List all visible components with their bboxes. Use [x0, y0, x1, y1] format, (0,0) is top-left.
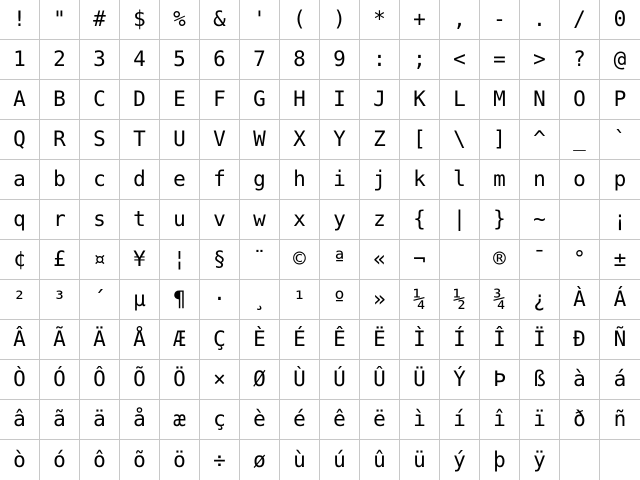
glyph-cell[interactable]: \ — [440, 120, 480, 160]
glyph-cell[interactable]: V — [200, 120, 240, 160]
glyph-cell[interactable]: å — [120, 400, 160, 440]
glyph-cell[interactable]: à — [560, 360, 600, 400]
glyph-cell[interactable]: l — [440, 160, 480, 200]
glyph-cell[interactable]: L — [440, 80, 480, 120]
glyph-cell[interactable] — [440, 240, 480, 280]
glyph-cell[interactable]: D — [120, 80, 160, 120]
glyph-cell[interactable]: È — [240, 320, 280, 360]
glyph-cell[interactable]: ä — [80, 400, 120, 440]
glyph-cell[interactable]: Ç — [200, 320, 240, 360]
glyph-cell[interactable]: ÿ — [520, 440, 560, 480]
glyph-cell[interactable]: 5 — [160, 40, 200, 80]
glyph-cell[interactable]: § — [200, 240, 240, 280]
glyph-cell[interactable]: 7 — [240, 40, 280, 80]
glyph-cell[interactable]: d — [120, 160, 160, 200]
glyph-cell[interactable]: X — [280, 120, 320, 160]
glyph-cell[interactable]: Â — [0, 320, 40, 360]
glyph-cell[interactable]: * — [360, 0, 400, 40]
glyph-cell[interactable]: } — [480, 200, 520, 240]
glyph-cell[interactable]: I — [320, 80, 360, 120]
glyph-cell[interactable]: ] — [480, 120, 520, 160]
glyph-cell[interactable]: f — [200, 160, 240, 200]
glyph-cell[interactable]: F — [200, 80, 240, 120]
glyph-cell[interactable]: Ê — [320, 320, 360, 360]
glyph-cell[interactable]: ° — [560, 240, 600, 280]
glyph-cell[interactable]: $ — [120, 0, 160, 40]
glyph-cell[interactable]: 4 — [120, 40, 160, 80]
glyph-cell[interactable]: æ — [160, 400, 200, 440]
glyph-cell[interactable]: g — [240, 160, 280, 200]
glyph-cell[interactable]: : — [360, 40, 400, 80]
glyph-cell[interactable]: < — [440, 40, 480, 80]
glyph-cell[interactable]: Á — [600, 280, 640, 320]
glyph-cell[interactable]: Û — [360, 360, 400, 400]
glyph-cell[interactable]: W — [240, 120, 280, 160]
glyph-cell[interactable]: ½ — [440, 280, 480, 320]
glyph-cell[interactable]: = — [480, 40, 520, 80]
glyph-cell[interactable]: ´ — [80, 280, 120, 320]
glyph-cell[interactable]: · — [200, 280, 240, 320]
glyph-cell[interactable]: ! — [0, 0, 40, 40]
glyph-cell[interactable]: ¤ — [80, 240, 120, 280]
glyph-cell[interactable]: ± — [600, 240, 640, 280]
glyph-cell[interactable]: Í — [440, 320, 480, 360]
glyph-cell[interactable]: ø — [240, 440, 280, 480]
glyph-cell[interactable]: Ú — [320, 360, 360, 400]
glyph-cell[interactable]: ® — [480, 240, 520, 280]
glyph-cell[interactable]: Ò — [0, 360, 40, 400]
glyph-cell[interactable]: â — [0, 400, 40, 440]
glyph-cell[interactable]: À — [560, 280, 600, 320]
glyph-cell[interactable]: ì — [400, 400, 440, 440]
glyph-cell[interactable]: ; — [400, 40, 440, 80]
glyph-cell[interactable]: ó — [40, 440, 80, 480]
glyph-cell[interactable]: û — [360, 440, 400, 480]
glyph-cell[interactable]: ¾ — [480, 280, 520, 320]
glyph-cell[interactable]: » — [360, 280, 400, 320]
glyph-cell[interactable]: R — [40, 120, 80, 160]
glyph-cell[interactable]: ? — [560, 40, 600, 80]
glyph-cell[interactable]: Ø — [240, 360, 280, 400]
glyph-cell[interactable]: m — [480, 160, 520, 200]
glyph-cell[interactable]: õ — [120, 440, 160, 480]
glyph-cell[interactable]: é — [280, 400, 320, 440]
glyph-cell[interactable]: ç — [200, 400, 240, 440]
glyph-cell[interactable]: J — [360, 80, 400, 120]
glyph-cell[interactable]: U — [160, 120, 200, 160]
glyph-cell[interactable]: ¬ — [400, 240, 440, 280]
glyph-cell[interactable]: ~ — [520, 200, 560, 240]
glyph-cell[interactable] — [560, 200, 600, 240]
glyph-cell[interactable]: Z — [360, 120, 400, 160]
glyph-cell[interactable]: ¡ — [600, 200, 640, 240]
glyph-cell[interactable]: Æ — [160, 320, 200, 360]
glyph-cell[interactable]: > — [520, 40, 560, 80]
glyph-cell[interactable]: £ — [40, 240, 80, 280]
glyph-cell[interactable]: w — [240, 200, 280, 240]
glyph-cell[interactable]: ò — [0, 440, 40, 480]
glyph-cell[interactable]: H — [280, 80, 320, 120]
glyph-cell[interactable]: Ù — [280, 360, 320, 400]
glyph-cell[interactable]: ù — [280, 440, 320, 480]
glyph-cell[interactable]: « — [360, 240, 400, 280]
glyph-cell[interactable]: K — [400, 80, 440, 120]
glyph-cell[interactable]: 2 — [40, 40, 80, 80]
glyph-cell[interactable]: S — [80, 120, 120, 160]
glyph-cell[interactable]: o — [560, 160, 600, 200]
glyph-cell[interactable]: ñ — [600, 400, 640, 440]
glyph-cell[interactable]: ú — [320, 440, 360, 480]
glyph-cell[interactable]: / — [560, 0, 600, 40]
glyph-cell[interactable]: ¦ — [160, 240, 200, 280]
glyph-cell[interactable]: ö — [160, 440, 200, 480]
glyph-cell[interactable]: p — [600, 160, 640, 200]
glyph-cell[interactable]: ¨ — [240, 240, 280, 280]
glyph-cell[interactable]: ð — [560, 400, 600, 440]
glyph-cell[interactable]: z — [360, 200, 400, 240]
glyph-cell[interactable]: 6 — [200, 40, 240, 80]
glyph-cell[interactable]: ã — [40, 400, 80, 440]
glyph-cell[interactable]: E — [160, 80, 200, 120]
glyph-cell[interactable]: N — [520, 80, 560, 120]
glyph-cell[interactable]: Y — [320, 120, 360, 160]
glyph-cell[interactable]: 9 — [320, 40, 360, 80]
glyph-cell[interactable]: á — [600, 360, 640, 400]
glyph-cell[interactable]: Ó — [40, 360, 80, 400]
glyph-cell[interactable]: 0 — [600, 0, 640, 40]
glyph-cell[interactable]: Õ — [120, 360, 160, 400]
glyph-cell[interactable]: Ñ — [600, 320, 640, 360]
glyph-cell[interactable]: þ — [480, 440, 520, 480]
glyph-cell[interactable]: Ý — [440, 360, 480, 400]
glyph-cell[interactable]: v — [200, 200, 240, 240]
glyph-cell[interactable]: % — [160, 0, 200, 40]
glyph-cell[interactable]: ¹ — [280, 280, 320, 320]
glyph-cell[interactable]: ¶ — [160, 280, 200, 320]
glyph-cell[interactable]: ' — [240, 0, 280, 40]
glyph-cell[interactable]: Ô — [80, 360, 120, 400]
glyph-cell[interactable]: ( — [280, 0, 320, 40]
glyph-cell[interactable]: i — [320, 160, 360, 200]
glyph-cell[interactable]: ÷ — [200, 440, 240, 480]
glyph-cell[interactable]: ¼ — [400, 280, 440, 320]
glyph-cell[interactable]: Ö — [160, 360, 200, 400]
glyph-cell[interactable]: î — [480, 400, 520, 440]
glyph-cell[interactable]: ü — [400, 440, 440, 480]
glyph-cell[interactable]: @ — [600, 40, 640, 80]
glyph-cell[interactable]: M — [480, 80, 520, 120]
glyph-cell[interactable]: Þ — [480, 360, 520, 400]
glyph-cell[interactable]: µ — [120, 280, 160, 320]
glyph-cell[interactable]: 3 — [80, 40, 120, 80]
glyph-cell[interactable]: 8 — [280, 40, 320, 80]
glyph-cell[interactable]: ^ — [520, 120, 560, 160]
glyph-cell[interactable]: ² — [0, 280, 40, 320]
glyph-cell[interactable]: T — [120, 120, 160, 160]
glyph-cell[interactable]: t — [120, 200, 160, 240]
glyph-cell[interactable]: { — [400, 200, 440, 240]
glyph-cell[interactable]: Ì — [400, 320, 440, 360]
glyph-cell[interactable]: O — [560, 80, 600, 120]
glyph-cell[interactable]: ý — [440, 440, 480, 480]
glyph-cell[interactable]: G — [240, 80, 280, 120]
glyph-cell[interactable]: k — [400, 160, 440, 200]
glyph-cell[interactable]: e — [160, 160, 200, 200]
glyph-cell[interactable]: s — [80, 200, 120, 240]
glyph-cell[interactable] — [600, 440, 640, 480]
glyph-cell[interactable]: è — [240, 400, 280, 440]
glyph-cell[interactable]: q — [0, 200, 40, 240]
glyph-cell[interactable]: í — [440, 400, 480, 440]
glyph-cell[interactable]: Ã — [40, 320, 80, 360]
glyph-cell[interactable]: a — [0, 160, 40, 200]
glyph-cell[interactable]: Q — [0, 120, 40, 160]
glyph-cell[interactable]: A — [0, 80, 40, 120]
glyph-cell[interactable]: ß — [520, 360, 560, 400]
glyph-cell[interactable]: y — [320, 200, 360, 240]
glyph-cell[interactable]: " — [40, 0, 80, 40]
glyph-cell[interactable]: j — [360, 160, 400, 200]
glyph-cell[interactable] — [560, 440, 600, 480]
glyph-cell[interactable]: h — [280, 160, 320, 200]
glyph-cell[interactable]: B — [40, 80, 80, 120]
glyph-cell[interactable]: n — [520, 160, 560, 200]
glyph-cell[interactable]: 1 — [0, 40, 40, 80]
glyph-cell[interactable]: b — [40, 160, 80, 200]
glyph-cell[interactable]: ` — [600, 120, 640, 160]
glyph-cell[interactable]: ï — [520, 400, 560, 440]
glyph-cell[interactable]: ¿ — [520, 280, 560, 320]
glyph-cell[interactable]: . — [520, 0, 560, 40]
glyph-cell[interactable]: ) — [320, 0, 360, 40]
glyph-cell[interactable]: # — [80, 0, 120, 40]
glyph-cell[interactable]: P — [600, 80, 640, 120]
glyph-cell[interactable]: C — [80, 80, 120, 120]
glyph-cell[interactable]: ë — [360, 400, 400, 440]
glyph-cell[interactable]: ³ — [40, 280, 80, 320]
glyph-cell[interactable]: ª — [320, 240, 360, 280]
glyph-cell[interactable]: © — [280, 240, 320, 280]
glyph-cell[interactable]: Ð — [560, 320, 600, 360]
glyph-cell[interactable]: ô — [80, 440, 120, 480]
glyph-cell[interactable]: Ë — [360, 320, 400, 360]
glyph-cell[interactable]: Ï — [520, 320, 560, 360]
glyph-cell[interactable]: ¯ — [520, 240, 560, 280]
glyph-cell[interactable]: + — [400, 0, 440, 40]
glyph-cell[interactable]: Ä — [80, 320, 120, 360]
glyph-cell[interactable]: ¢ — [0, 240, 40, 280]
glyph-cell[interactable]: [ — [400, 120, 440, 160]
glyph-cell[interactable]: É — [280, 320, 320, 360]
glyph-cell[interactable]: ê — [320, 400, 360, 440]
glyph-cell[interactable]: ¸ — [240, 280, 280, 320]
glyph-cell[interactable]: Å — [120, 320, 160, 360]
glyph-cell[interactable]: _ — [560, 120, 600, 160]
glyph-cell[interactable]: Î — [480, 320, 520, 360]
glyph-cell[interactable]: Ü — [400, 360, 440, 400]
glyph-cell[interactable]: º — [320, 280, 360, 320]
glyph-cell[interactable]: c — [80, 160, 120, 200]
glyph-cell[interactable]: - — [480, 0, 520, 40]
glyph-cell[interactable]: , — [440, 0, 480, 40]
glyph-cell[interactable]: | — [440, 200, 480, 240]
glyph-cell[interactable]: x — [280, 200, 320, 240]
glyph-cell[interactable]: u — [160, 200, 200, 240]
glyph-cell[interactable]: & — [200, 0, 240, 40]
glyph-cell[interactable]: r — [40, 200, 80, 240]
glyph-cell[interactable]: ¥ — [120, 240, 160, 280]
glyph-cell[interactable]: × — [200, 360, 240, 400]
